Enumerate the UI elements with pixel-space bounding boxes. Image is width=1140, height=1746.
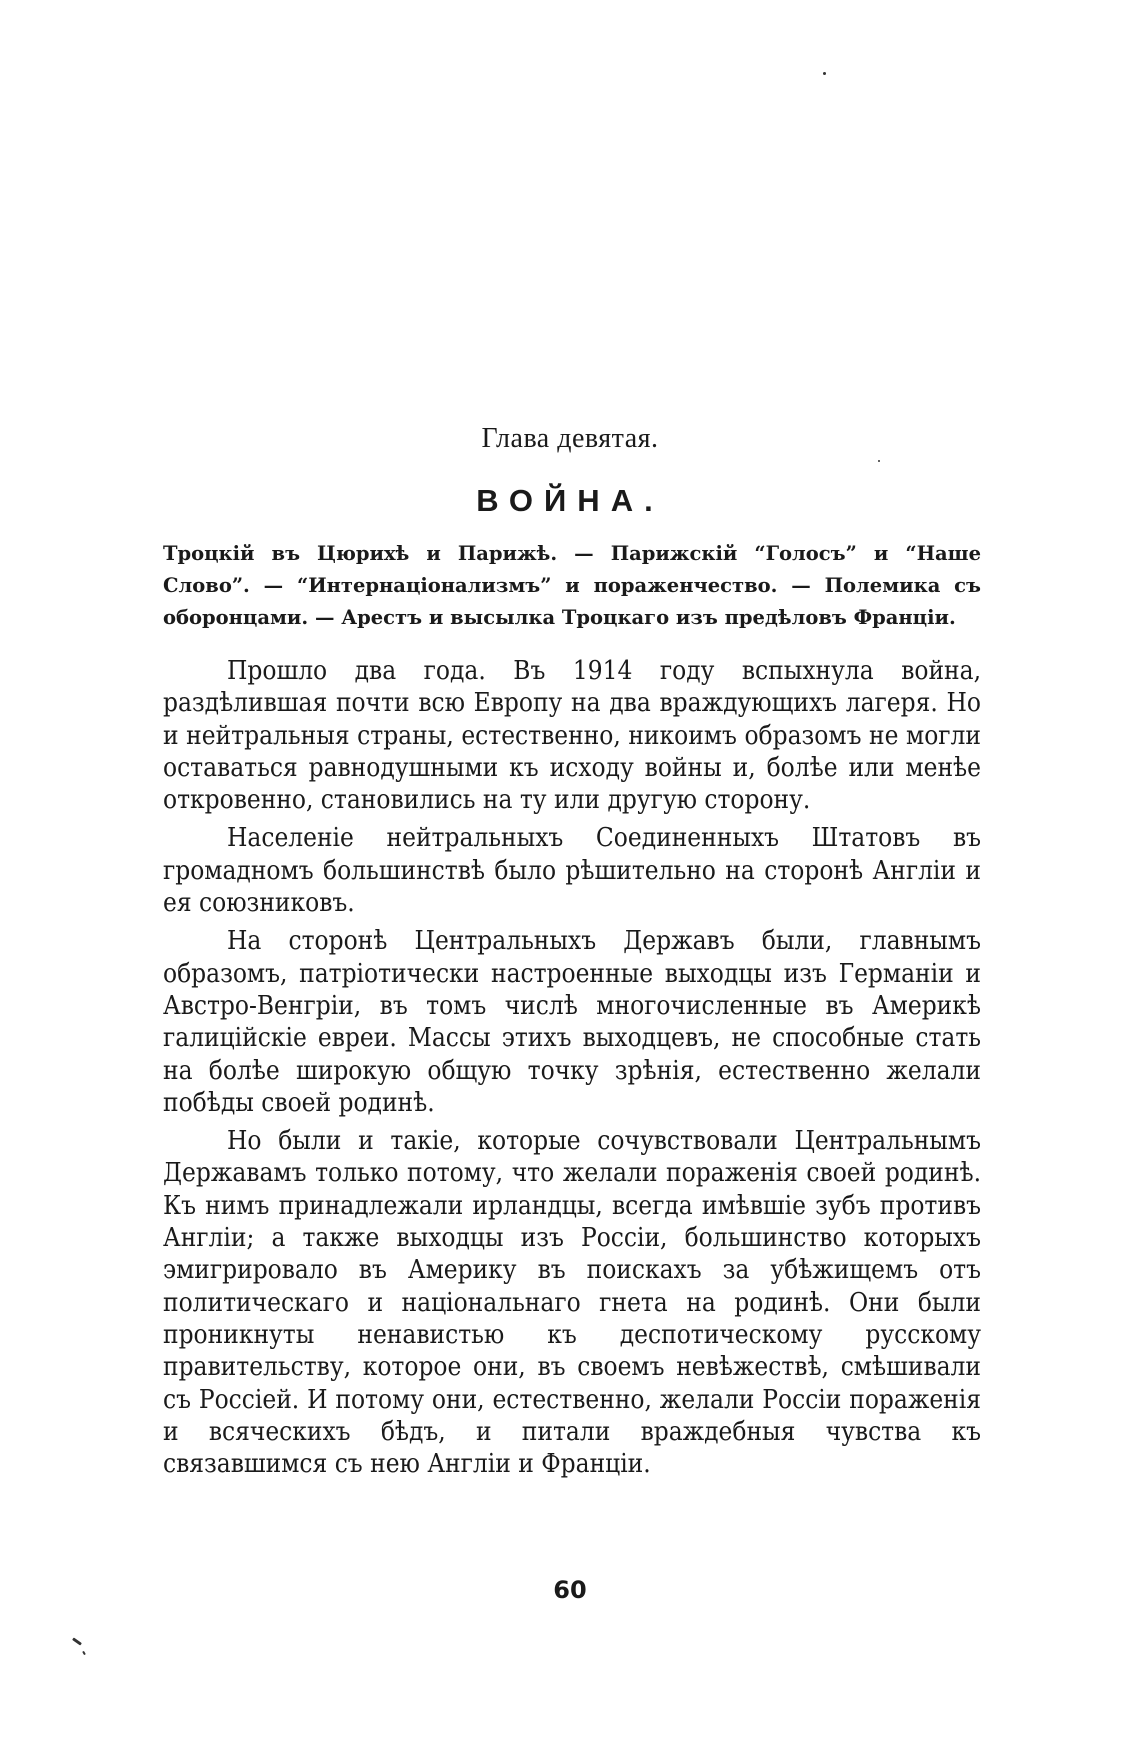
scan-speck [878,460,880,462]
chapter-label: Глава девятая. [481,423,659,454]
paragraph: Населеніе нейтральныхъ Соединенныхъ Штатовъ въ громадномъ большинствѣ было рѣшительно на сторонѣ Англіи и ея союзниковъ. [163,823,981,919]
scan-speck [82,1651,86,1655]
page-number: 60 [553,1576,587,1604]
chapter-title: ВОЙНА. [476,483,664,518]
scan-speck [72,1637,82,1645]
chapter-synopsis: Троцкій въ Цюрихѣ и Парижѣ. — Парижскій “Голосъ” и “Наше Слово”. — “Интернаціонализмъ” и пораженчество. — Полемика съ оборонцами. — Арестъ и высылка Троцкаго изъ предѣловъ Франціи. [163,542,981,629]
scan-speck [823,72,826,75]
paragraph: Прошло два года. Въ 1914 году вспыхнула война, раздѣлившая почти всю Европу на два враждующихъ лагеря. Но и нейтральныя страны, естественно, никоимъ образомъ не могли оставаться равнодушными къ исходу войны и, болѣе или менѣе откровенно, становились на ту или другую сторону. [163,656,981,816]
chapter-body [163,655,981,1486]
paragraph: На сторонѣ Центральныхъ Державъ были, главнымъ образомъ, патріотически настроенные выходцы изъ Германіи и Австро-Венгріи, въ томъ числѣ многочисленные въ Америкѣ галиційскіе евреи. Массы этихъ выходцевъ, не способные стать на болѣе широкую общую точку зрѣнія, естественно желали побѣды своей родинѣ. [163,926,981,1118]
paragraph: Но были и такіе, которые сочувствовали Центральнымъ Державамъ только потому, что желали пораженія своей родинѣ. Къ нимъ принадлежали ирландцы, всегда имѣвшіе зубъ противъ Англіи; а также выходцы изъ Россіи, большинство которыхъ эмигрировало въ Америку въ поискахъ за убѣжищемъ отъ политическаго и національнаго гнета на родинѣ. Они были проникнуты ненавистью къ деспотическому русскому правительству, которое они, въ своемъ невѣжествѣ, смѣшивали съ Россіей. И потому они, естественно, желали Россіи пораженія и всяческихъ бѣдъ, и питали враждебныя чувства къ связавшимся съ нею Англіи и Франціи. [163,1126,981,1480]
